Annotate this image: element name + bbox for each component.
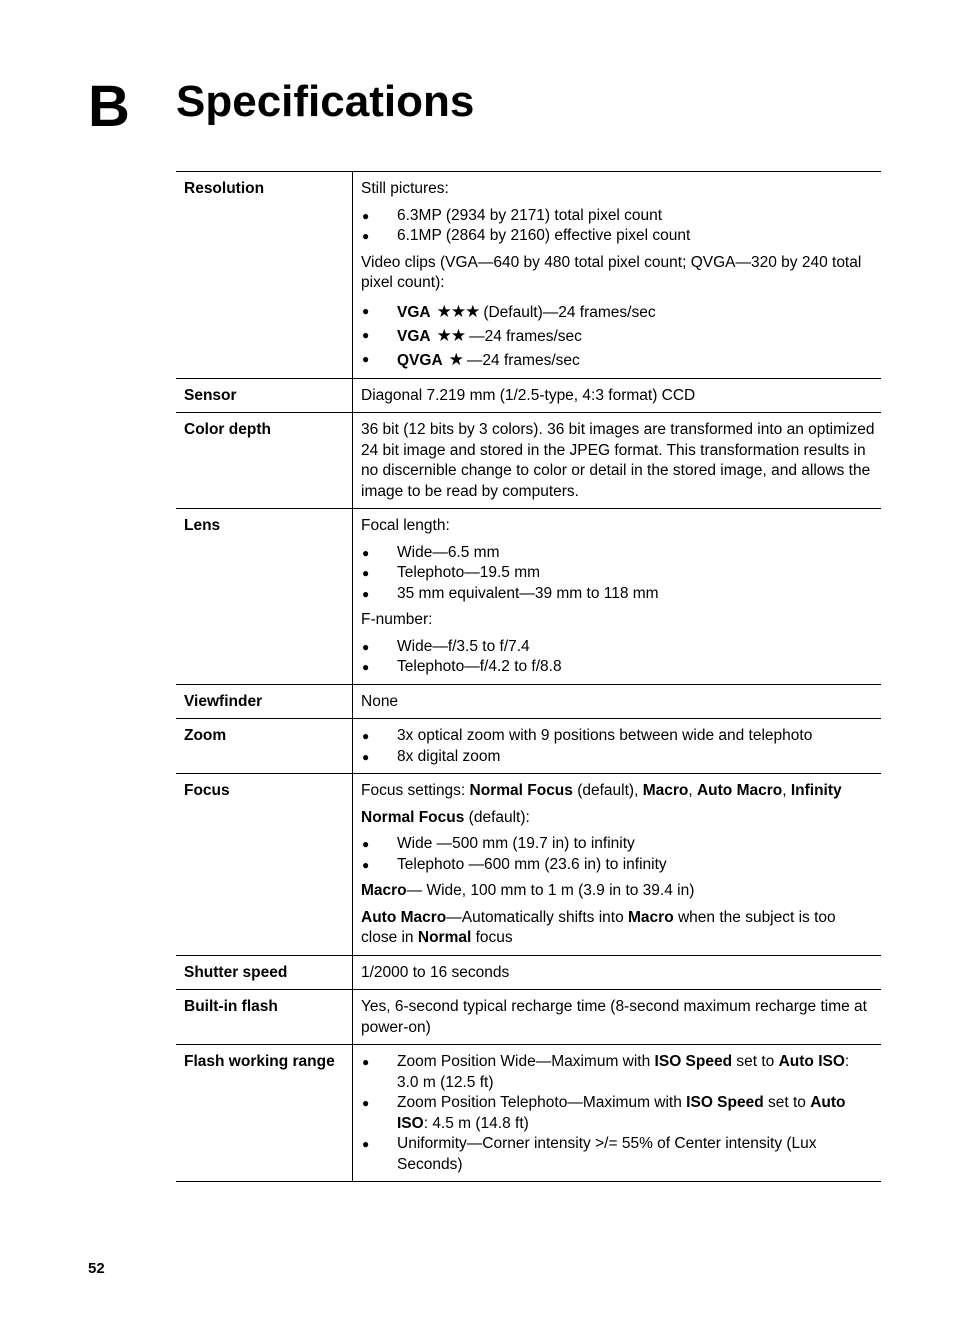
list-item [361,348,875,372]
spec-value: 1/2000 to 16 seconds [353,955,882,990]
list-item: ● 6.3MP (2934 by 2171) total pixel count [361,206,875,227]
normal-focus-term: Normal Focus [361,808,465,826]
wide-value: : 3.0 m (12.5 ft) [397,1053,850,1091]
list-item: ● Wide—f/3.5 to f/7.4 [361,637,875,658]
spec-value [353,774,882,956]
list-item [361,1093,875,1134]
spec-row-viewfinder [176,684,881,719]
spec-label: Viewfinder [176,684,353,719]
list-item: ● 8x digital zoom [361,747,875,768]
video-mode-text: —24 frames/sec [469,327,582,345]
normal-focus-heading [361,808,875,829]
list-item: ● Telephoto—f/4.2 to f/8.8 [361,657,875,678]
f-number-intro: F-number: [361,611,433,628]
focal-length-intro: Focal length: [361,517,450,534]
infinity-term: Infinity [790,782,842,799]
video-mode: VGA [397,327,431,345]
default-suffix: (default): [464,808,530,826]
spec-label: Resolution [176,172,353,379]
macro-description [361,881,875,902]
zoom-list [361,726,875,767]
spec-label: Focus [176,774,353,956]
spec-value: None [353,684,882,719]
spec-row-flash-working-range [176,1045,881,1182]
star-rating-icon: ★★★ [436,301,480,321]
list-item: ● Telephoto —600 mm (23.6 in) to infinity [361,855,875,876]
macro-term: Macro [642,782,689,799]
list-item: ● 35 mm equivalent—39 mm to 118 mm [361,584,875,605]
list-item [361,324,875,348]
focus-settings-prefix: Focus settings: [361,782,470,799]
iso-speed-term: ISO Speed [686,1094,764,1111]
page-title: Specifications [176,77,475,126]
normal-term: Normal [417,929,472,946]
spec-value [353,1045,882,1182]
spec-label: Shutter speed [176,955,353,990]
wide-prefix: Zoom Position Wide—Maximum with [397,1053,655,1070]
video-mode-text: (Default)—24 frames/sec [483,303,656,321]
still-pictures-intro: Still pictures: [361,180,449,197]
auto-macro-term: Auto Macro [361,908,447,926]
star-rating-icon: ★★ [436,325,466,345]
list-item [361,1052,875,1093]
spec-row-built-in-flash [176,990,881,1045]
auto-iso-term: Auto ISO [397,1094,846,1132]
list-item: ● 3x optical zoom with 9 positions between wide and telephoto [361,726,875,747]
still-pictures-list [361,206,875,247]
list-item: ● 6.1MP (2864 by 2160) effective pixel count [361,226,875,247]
default-text: (default), [572,782,643,799]
focus-settings [361,781,875,802]
spec-label: Color depth [176,413,353,509]
auto-macro-term: Auto Macro [696,782,783,799]
set-to-text: set to [763,1094,811,1111]
video-mode-text: —24 frames/sec [466,351,580,369]
macro-term: Macro [361,882,407,899]
spec-label: Sensor [176,378,353,413]
page-number: 52 [88,1260,105,1277]
macro-text: — Wide, 100 mm to 1 m (3.9 in to 39.4 in) [406,882,695,899]
spec-row-sensor [176,378,881,413]
spec-value [353,719,882,774]
list-item: ● Uniformity—Corner intensity >/= 55% of Center intensity (Lux Seconds) [361,1134,875,1175]
separator: , [688,782,697,799]
spec-value: 36 bit (12 bits by 3 colors). 36 bit images are transformed into an optimized 24 bit image and stored in the JPEG format. This transformation results in no discernible change to color or detail in the stored image, and allows the image to be read by computers. [353,413,882,509]
spec-value: Diagonal 7.219 mm (1/2.5-type, 4:3 format) CCD [353,378,882,413]
video-clips-intro: Video clips (VGA—640 by 480 total pixel count; QVGA—320 by 240 total pixel count): [361,253,862,291]
spec-value [353,509,882,685]
auto-iso-term: Auto ISO [778,1053,845,1070]
separator: , [782,782,791,799]
spec-row-color-depth [176,413,881,509]
spec-row-shutter-speed [176,955,881,990]
list-item [361,300,875,324]
normal-focus-term: Normal Focus [469,782,573,799]
list-item: ● Telephoto—19.5 mm [361,563,875,584]
flash-range-list [361,1052,875,1175]
specifications-table [176,171,881,1182]
tele-prefix: Zoom Position Telephoto—Maximum with [397,1094,687,1111]
spec-row-resolution [176,172,881,379]
list-item: ● Wide —500 mm (19.7 in) to infinity [361,834,875,855]
spec-row-lens [176,509,881,685]
normal-focus-list [361,834,875,875]
auto-macro-description [361,908,875,949]
spec-label: Lens [176,509,353,685]
list-item: ● Wide—6.5 mm [361,543,875,564]
video-clips-list [361,300,875,372]
macro-term: Macro [628,908,674,926]
f-number-list [361,637,875,678]
chapter-letter: B [88,74,130,139]
focal-length-list [361,543,875,605]
spec-label: Built-in flash [176,990,353,1045]
spec-value: Yes, 6-second typical recharge time (8-second maximum recharge time at power-on) [353,990,882,1045]
video-mode: QVGA [397,351,443,369]
star-rating-icon: ★ [448,349,463,369]
spec-row-focus [176,774,881,956]
video-mode: VGA [397,303,431,321]
tele-value: : 4.5 m (14.8 ft) [423,1114,529,1132]
set-to-text: set to [732,1053,779,1070]
iso-speed-term: ISO Speed [654,1053,733,1070]
focus-word: focus [471,929,513,946]
spec-row-zoom [176,719,881,774]
auto-macro-tail: when the subject is too close in [361,908,836,946]
spec-label: Flash working range [176,1045,353,1182]
spec-label: Zoom [176,719,353,774]
auto-macro-text: —Automatically shifts into [446,908,629,926]
spec-value [353,172,882,379]
